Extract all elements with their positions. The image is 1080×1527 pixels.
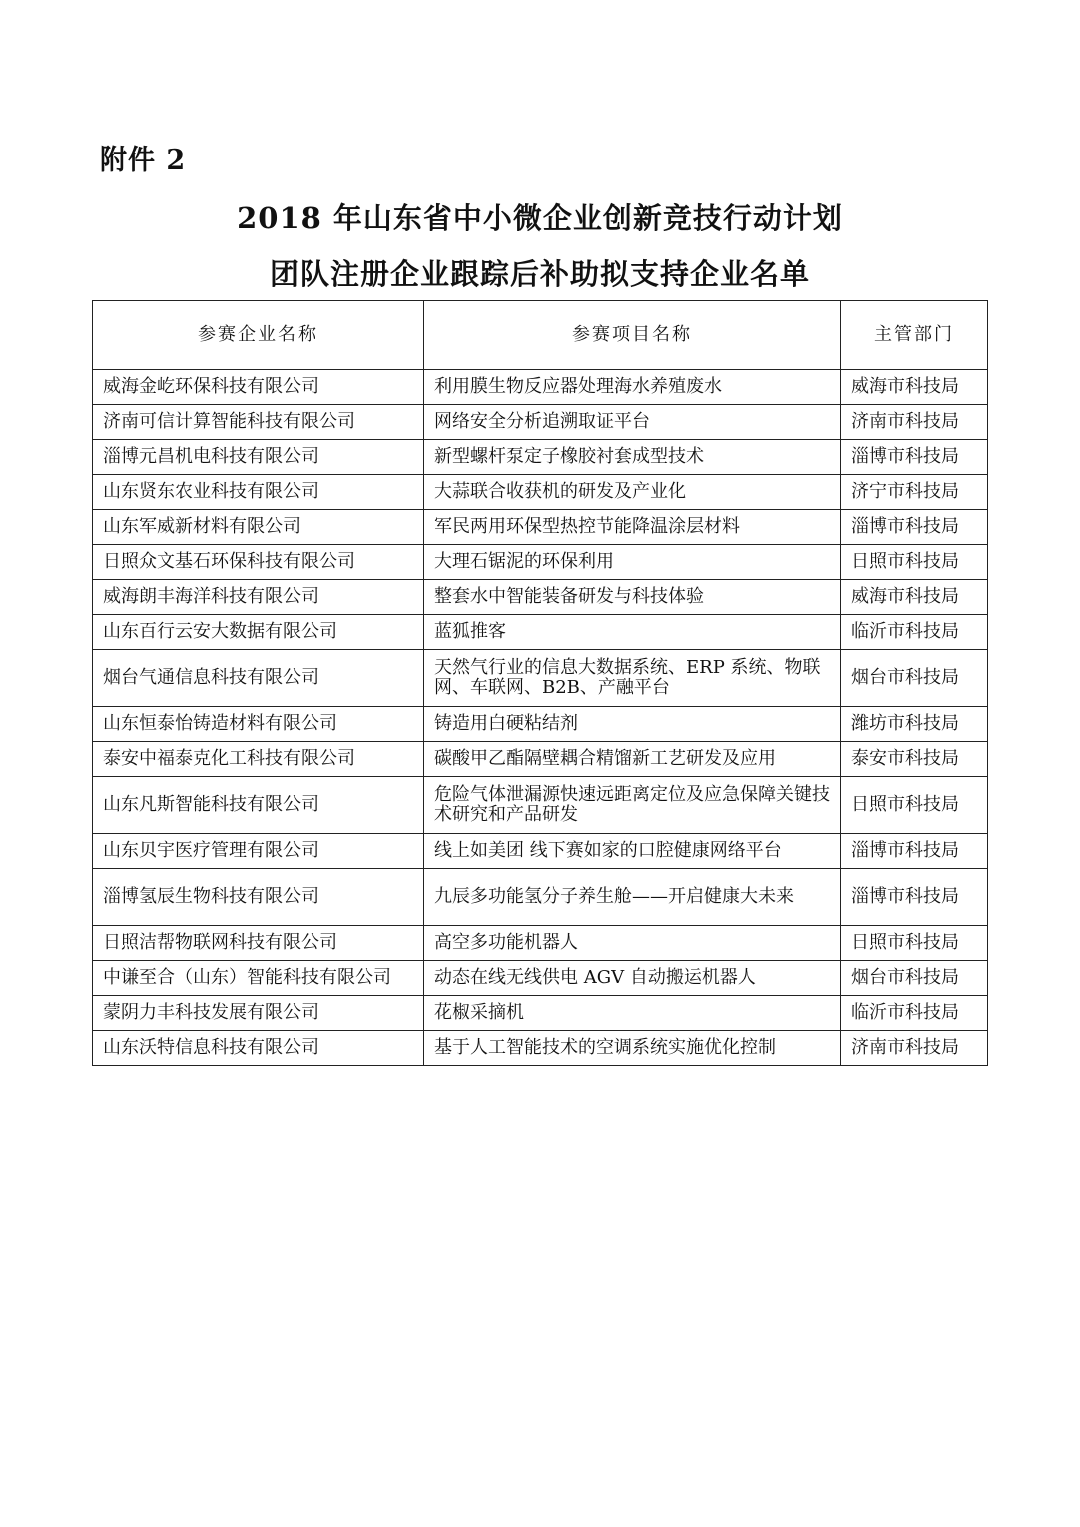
table-header-row [93,301,988,370]
table-row [93,650,988,707]
company-cell: 山东恒泰怡铸造材料有限公司 [93,707,424,742]
dept-cell: 济南市科技局 [841,1031,988,1066]
company-cell: 山东贝宇医疗管理有限公司 [93,834,424,869]
document-title-line1: 2018 年山东省中小微企业创新竞技行动计划 [237,201,843,235]
header-dept: 主管部门 [841,301,988,370]
project-cell: 线上如美团 线下赛如家的口腔健康网络平台 [424,834,841,869]
dept-cell: 淄博市科技局 [841,834,988,869]
project-cell: 碳酸甲乙酯隔壁耦合精馏新工艺研发及应用 [424,742,841,777]
table-row [93,834,988,869]
dept-cell: 济宁市科技局 [841,475,988,510]
project-cell: 网络安全分析追溯取证平台 [424,405,841,440]
project-cell: 新型螺杆泵定子橡胶衬套成型技术 [424,440,841,475]
table-row [93,405,988,440]
company-cell: 中谦至合（山东）智能科技有限公司 [93,961,424,996]
project-cell: 基于人工智能技术的空调系统实施优化控制 [424,1031,841,1066]
project-cell: 军民两用环保型热控节能降温涂层材料 [424,510,841,545]
company-cell: 济南可信计算智能科技有限公司 [93,405,424,440]
header-company: 参赛企业名称 [93,301,424,370]
table-row [93,475,988,510]
project-cell: 整套水中智能装备研发与科技体验 [424,580,841,615]
table-row [93,777,988,834]
project-cell: 蓝狐推客 [424,615,841,650]
table-row [93,996,988,1031]
company-cell: 山东凡斯智能科技有限公司 [93,777,424,834]
table-row [93,742,988,777]
dept-cell: 日照市科技局 [841,545,988,580]
table-row [93,580,988,615]
table-row [93,440,988,475]
dept-cell: 临沂市科技局 [841,615,988,650]
company-cell: 淄博元昌机电科技有限公司 [93,440,424,475]
table-row [93,615,988,650]
table-row [93,926,988,961]
dept-cell: 威海市科技局 [841,580,988,615]
attachment-label: 附件 2 [100,145,187,176]
company-cell: 威海朗丰海洋科技有限公司 [93,580,424,615]
dept-cell: 威海市科技局 [841,370,988,405]
company-cell: 泰安中福泰克化工科技有限公司 [93,742,424,777]
document-title-line2: 团队注册企业跟踪后补助拟支持企业名单 [269,257,810,291]
dept-cell: 济南市科技局 [841,405,988,440]
dept-cell: 泰安市科技局 [841,742,988,777]
company-cell: 日照洁帮物联网科技有限公司 [93,926,424,961]
table-row [93,545,988,580]
table-row [93,1031,988,1066]
project-cell: 大蒜联合收获机的研发及产业化 [424,475,841,510]
dept-cell: 淄博市科技局 [841,869,988,926]
company-cell: 山东贤东农业科技有限公司 [93,475,424,510]
table-row [93,370,988,405]
dept-cell: 淄博市科技局 [841,440,988,475]
dept-cell: 日照市科技局 [841,926,988,961]
company-cell: 山东沃特信息科技有限公司 [93,1031,424,1066]
table-row [93,510,988,545]
project-cell: 大理石锯泥的环保利用 [424,545,841,580]
table-row [93,707,988,742]
dept-cell: 淄博市科技局 [841,510,988,545]
dept-cell: 潍坊市科技局 [841,707,988,742]
project-cell: 天然气行业的信息大数据系统、ERP 系统、物联网、车联网、B2B、产融平台 [424,650,841,707]
project-cell: 动态在线无线供电 AGV 自动搬运机器人 [424,961,841,996]
company-cell: 蒙阴力丰科技发展有限公司 [93,996,424,1031]
project-cell: 危险气体泄漏源快速远距离定位及应急保障关键技术研究和产品研发 [424,777,841,834]
project-cell: 高空多功能机器人 [424,926,841,961]
project-cell: 九辰多功能氢分子养生舱——开启健康大未来 [424,869,841,926]
company-cell: 日照众文基石环保科技有限公司 [93,545,424,580]
project-cell: 花椒采摘机 [424,996,841,1031]
dept-cell: 烟台市科技局 [841,650,988,707]
dept-cell: 烟台市科技局 [841,961,988,996]
dept-cell: 临沂市科技局 [841,996,988,1031]
header-project: 参赛项目名称 [424,301,841,370]
company-cell: 烟台气通信息科技有限公司 [93,650,424,707]
table-row [93,869,988,926]
company-cell: 山东百行云安大数据有限公司 [93,615,424,650]
dept-cell: 日照市科技局 [841,777,988,834]
company-cell: 淄博氢辰生物科技有限公司 [93,869,424,926]
company-cell: 威海金屹环保科技有限公司 [93,370,424,405]
company-list-table [92,300,988,1066]
project-cell: 铸造用白硬粘结剂 [424,707,841,742]
table-row [93,961,988,996]
company-cell: 山东军威新材料有限公司 [93,510,424,545]
project-cell: 利用膜生物反应器处理海水养殖废水 [424,370,841,405]
